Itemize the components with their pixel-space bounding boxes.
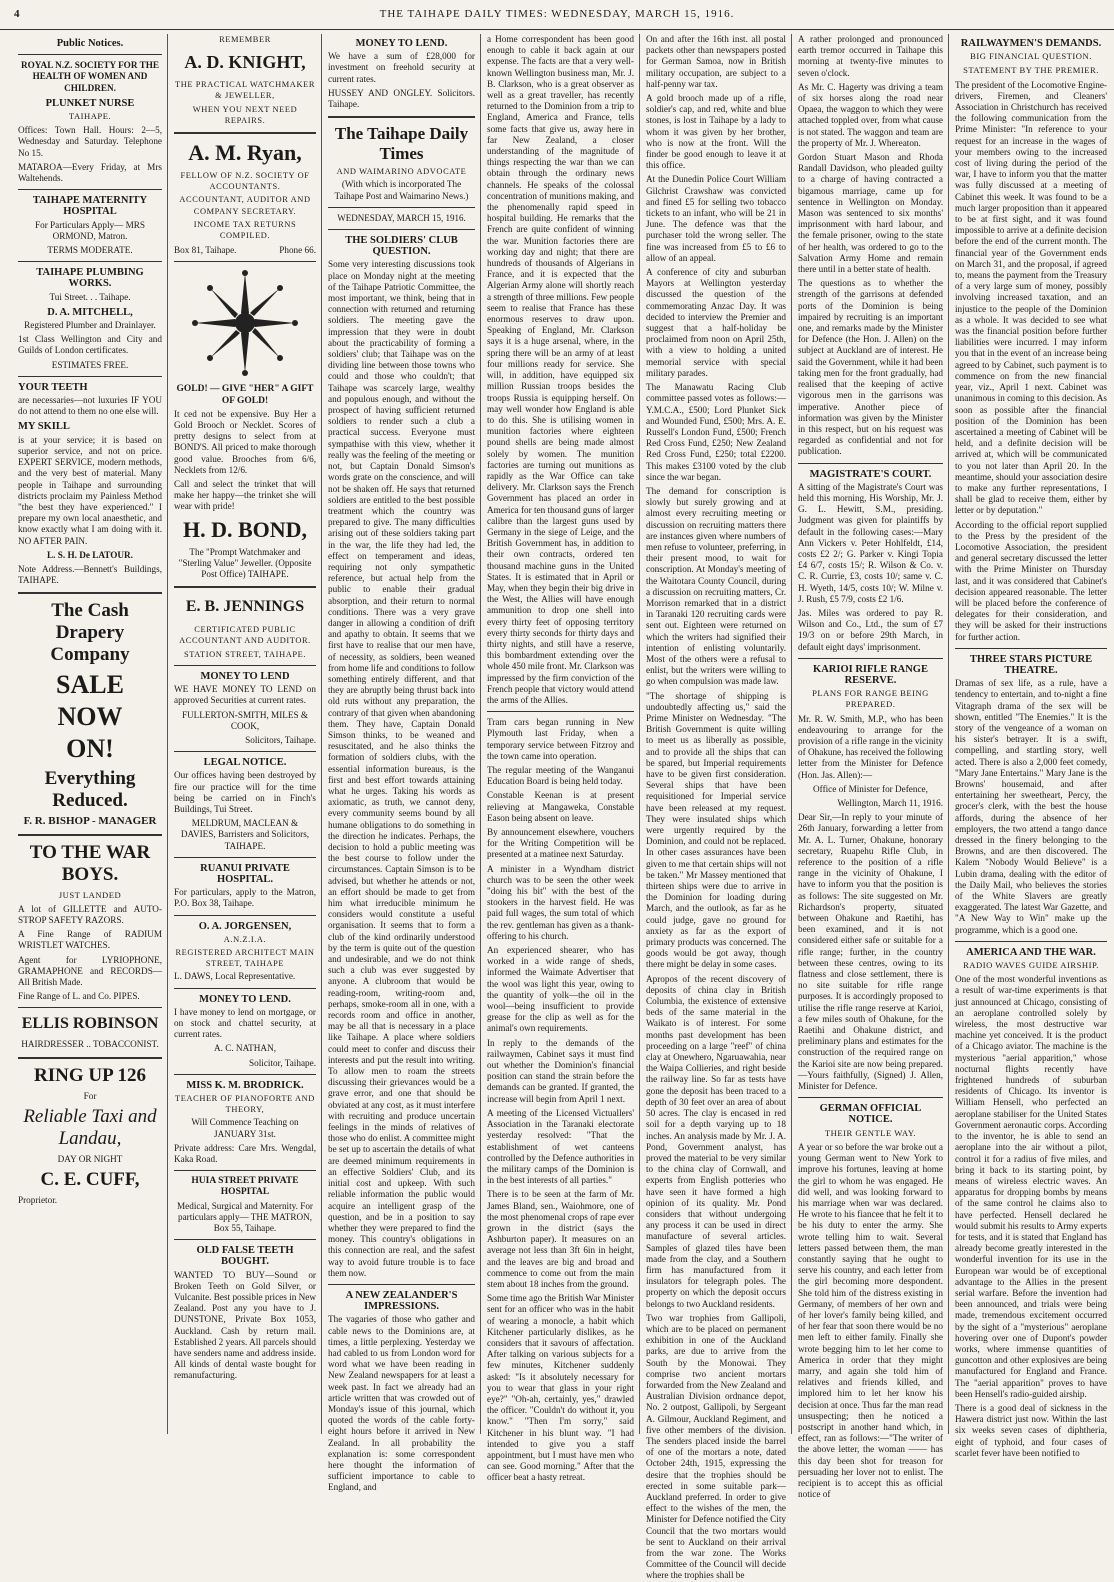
war-boys-heading: TO THE WAR BOYS. — [29, 841, 151, 885]
reliable-taxi: Reliable Taxi and Landau, — [23, 1105, 157, 1149]
ryan-phone: Phone 66. — [279, 245, 316, 256]
ad-text: Fine Range of L. and Co. PIPES. — [18, 991, 140, 1002]
ad-text: For particulars, apply to the Matron, P.O. Box 38, Taihape. — [174, 887, 316, 909]
news-item: "The shortage of shipping is undoubtedly affecting us," said the Prime Minister on Wednesday. "The British Government is quite willing to meet us as liberally as possible, and to provide all the ships that can be spared, but Imperial requirements have to be given first consideration. Several ships that have been requisitioned for Imperial service have been released at my request. They were insulated ships which were urgently required by the Dominion, and could not be replaced. In other cases assurances have been given to me that certain ships will not be taken." Mr Massey mentioned that thirteen ships were due to arrive in the Dominion for loading during March, and the outlook, as far as he could judge, gave no ground for anxiety as far as the export of primary products was concerned. The goods would be got away, though there might be delay in some cases. — [646, 690, 786, 970]
ad-name: D. A. MITCHELL, — [47, 306, 133, 318]
ad-heading: MONEY TO LEND. — [199, 993, 291, 1005]
just-landed: JUST LANDED — [58, 889, 122, 900]
article-heading: GERMAN OFFICIAL NOTICE. — [819, 1103, 922, 1126]
notice-text: MATAROA—Every Friday, at Mrs Waltehends. — [18, 161, 162, 184]
notice-text: Tui Street. . . Taihape. — [49, 291, 131, 302]
column-1-notices — [14, 34, 166, 1434]
article-body: The vagaries of those who gather and cable news to the Dominions are, at times, a little perplexing. Yesterday we had cabled to us from London word for word what we have been reading in New Zealand newspapers for at least a week past. In fact we already had an article written that was crowded out of Monday's issue of this journal, which quoted the words of the cable forty-eight hours before it arrived in New Zealand. In all probability the explanation is: some correspondent here thought the information of sufficient importance to cable to England, and — [328, 1314, 475, 1493]
ad-text: Registered Plumber and Drainlayer. — [24, 320, 156, 331]
newspaper-nameplate: The Taihape Daily Times — [334, 124, 469, 164]
ad-heading: HUIA STREET PRIVATE HOSPITAL — [191, 1176, 299, 1198]
ad-text: A. C. NATHAN, — [213, 1043, 276, 1054]
ad-name: A. M. Ryan, — [188, 140, 302, 166]
ad-text: I have money to lend on mortgage, or on stock and chattel security, at current rates. — [174, 1006, 316, 1040]
article-heading: MAGISTRATE'S COURT. — [809, 468, 932, 480]
article-body: Dramas of sex life, as a rule, have a tendency to entertain, and to-night a fine Vitagraph drama of the sex will be shown, entitled "The Enemies." It is the story of the vengeance of a woman on his sister's betrayer. It is a swift, compelling, and startling story, well acted. There is also a 2,000 feet comedy, "Mary Jane Entertains." Mary Jane is the Browns' housemaid, and after entertaining her sweetheart, Percy, the grocer's clerk, with the best the house affords, during the absence of her employers, the two attend a tango dance dressed in the finery belonging to the Browns, and are then discovered. The Kalem "Nobody Would Believe" is a Lubin drama, dealing with the editor of the Daily Mail, who believes the stories of the White Slavers are greatly exaggerated. The latest War Gazette, and "A New Way to Win" make up the programme, which is a good one. — [955, 678, 1107, 935]
column-rule — [639, 34, 640, 1434]
ryan-box: Box 81, Taihape. — [174, 245, 237, 256]
ad-text: DAY OR NIGHT — [57, 1153, 123, 1164]
article-heading: KARIOI RIFLE RANGE RESERVE. — [813, 663, 928, 686]
ellis-robinson: ELLIS ROBINSON — [21, 1015, 159, 1033]
now-word: NOW — [57, 702, 123, 732]
ad-text: Solicitors, Taihape. — [245, 734, 316, 745]
article-subheading: STATEMENT BY THE PREMIER. — [963, 65, 1099, 76]
news-item: A meeting of the Licensed Victuallers' Association in the Taranaki electorate yesterday resolved: "That the establishment of wet canteens controlled by the Defence authorities in the military camps of the Dominion is in the best interests of all parties." — [487, 1107, 634, 1186]
article-body: There is a good deal of sickness in the Hawera district just now. Within the last six weeks seven cases of diphtheria, eight of typhoid, and four cases of scarlet fever have been notified to — [955, 1402, 1107, 1458]
ad-text: Our offices having been destroyed by fire our practice will for the time being be carried on in Finch's Buildings, Tui Street. — [174, 770, 316, 814]
news-item: Two war trophies from Gallipoli, which are to be placed on permanent exhibition in one of the Auckland parks, are due to arrive from the South by the Monowai. They comprise two ancient mortars forwarded from the New Zealand and Australian Division ordnance depot, No. 2 outpost, Gallipoli, by Sergeant A. Gilmour, Auckland Regiment, and five other members of the division. The senders placed inside the barrel of one of the mortars a note, dated October 24th, 1915, expressing the desire that the trophies should be erected in some suitable park—Auckland preferred. In order to give effect to the wishes of the men, the Minister for Defence notified the City Council that the two mortars would be sent to Auckland on their arrival from the war zone. The Works Committee of the Council will decide where the trophies shall be — [646, 1312, 786, 1581]
article-heading: AMERICA AND THE WAR. — [966, 946, 1096, 958]
article-heading: RAILWAYMEN'S DEMANDS. — [960, 38, 1102, 49]
ad-text: For — [83, 1090, 97, 1101]
brooch-illustration — [190, 268, 300, 378]
manager-name: F. R. BISHOP - MANAGER — [23, 815, 157, 828]
ad-text: A lot of GILLETTE and AUTO-STROP SAFETY RAZORS. — [18, 903, 162, 925]
ad-heading: LEGAL NOTICE. — [203, 757, 287, 769]
ad-text: WE HAVE MONEY TO LEND on approved Securities at current rates. — [174, 684, 316, 706]
article-body: The president of the Locomotive Engine-drivers, Firemen, and Cleaners' Association in Christchurch has received the following communication from the Prime Minister: "In reference to your request for an increase in the wages of your members owing to the increased cost of living during the period of the war, I have to inform you that the matter was fully discussed at a meeting of Cabinet this week. It was found to be a much larger proposition than it appeared to be at first sight, and it was found impossible to arrive at a definite decision before the end of the current month. The financial year of the Government ends on March 31, and the proposal, if agreed to, means the payment from the Treasury of a very large sum of money, possibly involving increased taxation, and an injustice to the people of the Dominion as a whole. It was decided to see what was the financial position before further liabilities were incurred. I may inform you that in the event of an increase being agreed to by Cabinet, such payment is to commence on from the new financial year, viz., April 1 next. Cabinet was unanimous in coming to this decision. As soon as possible after the financial position of the Dominion has been ascertained a meeting of Cabinet will be held, and a definite decision will be arrived at, which will be communicated to you not later than April 20. In the meantime, should your association desire to make any further representations, I shall be glad to receive them, either by letter or by deputation." — [955, 79, 1107, 516]
ad-text: HUSSEY AND ONGLEY. Solicitors. Taihape. — [328, 87, 475, 110]
article-body: Mr. R. W. Smith, M.P., who has been endeavouring to arrange for the provision of a rifle range in the vicinity of Ohakune, has received the following letter from the Minister for Defence (Hon. Jas. Allen):— — [798, 713, 943, 780]
ad-text: 1st Class Wellington and City and Guilds of London certificates. — [18, 334, 162, 356]
ad-text: REGISTERED ARCHITECT MAIN STREET, TAIHAPE — [175, 947, 315, 969]
ad-text: WHEN YOU NEXT NEED REPAIRS. — [192, 104, 298, 125]
article-body: A sitting of the Magistrate's Court was held this morning, His Worship, Mr. J. G. L. Hewitt, S.M., presiding. Judgment was given for plaintiffs by default in the following cases:—Mary Ann Vickers v. Peter Hohlfeldt, £14, costs £2 2/; G. Parker v. Kingi Topia £4 6/7, costs 15/; R. Wilson & Co. v. C. R. Currie, £3, costs 10/; same v. C. H. Wyeth, 14/5, costs 10/; W. Milne v. J. Rush, £5 7/9, costs £2 1/6. — [798, 481, 943, 604]
ad-text: Private address: Care Mrs. Wengdal, Kaka Road. — [174, 1142, 316, 1164]
ad-text: MELDRUM, MACLEAN & DAVIES, Barristers and Solicitors, TAIHAPE. — [180, 818, 310, 851]
drapery-name: The Cash Drapery Company — [50, 600, 130, 666]
ad-text: THE PRACTICAL WATCHMAKER & JEWELLER, — [174, 80, 316, 101]
news-item: A gold brooch made up of a rifle, soldier's cap, and red, white and blue stones, is lost in Taihape by a lady to whom it was given by her brother, who is now at the front. Will the finder be good enough to leave it at this office. — [646, 93, 786, 171]
ad-text: L. DAWS, Local Representative. — [174, 971, 296, 982]
ad-text: Solicitor, Taihape. — [249, 1057, 316, 1068]
ad-text: FELLOW OF N.Z. SOCIETY OF ACCOUNTANTS. — [180, 171, 310, 192]
news-item: The Manawatu Racing Club committee passed votes as follows:—Y.M.C.A., £500; Lord Plunket Sick and Wounded Fund, £500; Mrs. A. E. Russell's London Fund, £500; French Red Cross Fund, £250; New Zealand Red Cross Fund, £250; total £2200. This makes £3100 voted by the club since the war began. — [646, 382, 786, 482]
ad-text: INCOME TAX RETURNS COMPILED. — [193, 219, 297, 241]
column-4-news — [483, 34, 638, 1483]
news-item: In reply to the demands of the railwaymen, Cabinet says it must find out whether the Dominion's financial position can stand the strain before the demands can be granted. If granted, the increase will begin from April 1 next. — [487, 1037, 634, 1104]
ad-text: ESTIMATES FREE. — [51, 359, 129, 370]
ad-text: It ced not be expensive. Buy Her a Gold Brooch or Necklet. Scores of pretty designs to select from at BOND'S. All priced to make thorough good value. Brooches from 6/6, Necklets from 12/6. — [174, 408, 316, 475]
column-rule — [480, 34, 481, 1434]
notice-text: For Particulars Apply— MRS ORMOND, Matron. — [35, 219, 145, 241]
article-body: Dear Sir,—In reply to your minute of 26th January, forwarding a letter from Mr. A. L. Turner, Ohakune, honorary secretary, Ruapehu Rifle Club, in reference to the position of a rifle range in the vicinity of Ohakune, I have to inform you that the position is as follows: The site suggested on Mr. Richardson's property, situated between Ohakune and Raetihi, has been examined, and it is not considered either safe or suitable for a rifle range; further, in the country between these centres, owing to its flatness and close settlement, there is no site suitable for rifle range purposes. It is accordingly proposed to utilise the rifle range reserve at Karioi, a few miles south of Ohakune, for the Raetihi and Ohakune district, and preliminary plans and estimates for the construction of the required range on the Karioi site are now being prepared.—Yours faithfully, (Signed) J. Allen, Minister for Defence. — [798, 812, 943, 1092]
news-item: By announcement elsewhere, vouchers for the Writing Competition will be presented at a matinee next Saturday. — [487, 827, 634, 860]
ad-name: E. B. JENNINGS — [185, 598, 305, 616]
ad-text: L. S. H. De LATOUR. — [47, 549, 133, 560]
notice-title: ROYAL N.Z. SOCIETY FOR THE HEALTH OF WOMEN AND CHILDREN. — [20, 60, 160, 93]
ad-text: HAIRDRESSER .. TOBACCONIST. — [21, 1039, 159, 1050]
article-subheading: RADIO WAVES GUIDE AIRSHIP. — [963, 960, 1099, 971]
article-body: Office of Minister for Defence, — [813, 783, 928, 794]
news-item: On and after the 16th inst. all postal packets other than newspapers posted for German Samoa, now in British military occupation, are subject to a half-penny war tax. — [646, 34, 786, 89]
on-word: ON! — [66, 734, 114, 764]
ad-text: A.N.Z.I.A. — [223, 934, 267, 944]
ring-up: RING UP 126 — [34, 1064, 146, 1086]
article-subheading: BIG FINANCIAL QUESTION. — [970, 51, 1092, 62]
ryan-contact — [174, 245, 316, 256]
news-item: Some time ago the British War Minister sent for an officer who was in the habit of wearing a monocle, a habit which Kitchener particularly dislikes, as he considers that it savours of affectation. After talking on various subjects for a few minutes, Kitchener suddenly asked: "Is it absolutely necessary for you to wear that glass in your right eye?" "Oh-ah, certainly, yes," drawled the officer. "Couldn't do without it, you know." "Then I'm sorry," said Kitchener in his blunt way. "I had intended to give you a staff appointment, but I must have men who can see. Good morning." After that the officer beat a hasty retreat. — [487, 1293, 634, 1483]
section-heading: Public Notices. — [56, 38, 124, 49]
ad-text: Proprietor. — [18, 1194, 58, 1205]
article-body: Wellington, March 11, 1916. — [837, 798, 943, 808]
news-item: Tram cars began running in New Plymouth last Friday, when a temporary service between Fitzroy and the town came into operation. — [487, 717, 634, 761]
article-subheading: THEIR GENTLE WAY. — [824, 1127, 917, 1138]
notice-subheading: TAIHAPE. — [68, 111, 112, 122]
news-item: An experienced shearer, who has worked in a wide range of sheds, informed the Waimate Advertiser that the wool was light this year, owing to the quantity of yolk—the oil in the wool—being insufficient to provide grease for the clip as well as for the animal's own requirements. — [487, 945, 634, 1034]
article-heading: A NEW ZEALANDER'S IMPRESSIONS. — [345, 1289, 458, 1313]
article-body: Jas. Miles was ordered to pay R. Wilson and Co., Ltd., the sum of £7 19/3 on or before 29th March, in default eight days' imprisonment. — [798, 607, 943, 652]
news-item: As Mr. C. Hagerty was driving a team of six horses along the road near Opaea, the waggon to which they were attached toppled over, from what cause is not stated. The waggon and team are the property of Mr. J. Whereaton. — [798, 81, 943, 148]
news-item: A rather prolonged and pronounced earth tremor occurred in Taihape this morning at twenty-five minutes to seven o'clock. — [798, 34, 943, 78]
ad-heading: MY SKILL — [18, 421, 70, 433]
ad-heading: RUANUI PRIVATE HOSPITAL. — [200, 862, 290, 885]
editorial-dateline: WEDNESDAY, MARCH 15, 1916. — [337, 212, 466, 223]
column-rule — [321, 34, 322, 1434]
article-heading: THE SOLDIERS' CLUB QUESTION. — [345, 235, 458, 258]
newspaper-title-line: THE TAIHAPE DAILY TIMES: WEDNESDAY, MARCH 15, 1916. — [379, 8, 735, 20]
ad-heading: MONEY TO LEND. — [355, 38, 448, 49]
news-item: Apropos of the recent discovery of deposits of china clay in British Columbia, the existence of extensive beds of the same material in the Waikato is of interest. For some months past development has been proceeding on a large "reef" of china clay at Onewhero, Ngaruawahia, near the Waipa Collieries, and right beside the railway line. So far as tests have gone the deposit has been traced to a depth of 30 feet over an area of about 50 acres. The clay is encased in red soil for a depth varying up to 18 inches. An analysis made by Mr. J. A. Pond, Government analyst, has proved the material to be very similar to the china clay of Cornwall, and experts from English potteries who have seen it have formed a high opinion of its quality. Mr. Pond considers that without undergoing any process it can be used in direct manufacture of several articles. Samples of glazed tiles have been made from the clay, and a Southern firm has manufactured from it insulators for telegraph poles. The property on which the deposit occurs belongs to two Auckland residents. — [646, 973, 786, 1309]
ad-name: MISS K. M. BRODRICK. — [186, 1079, 304, 1091]
column-5-news — [642, 34, 790, 1581]
column-rule — [948, 34, 949, 1434]
news-item: The demand for conscription is slowly but surely growing and at almost every recruiting meeting or discussion on recruiting matters there are instances given where numbers of men refuse to volunteer, preferring, in their present mood, to wait for conscription. At Monday's meeting of the Waitotara County Council, during a discussion on recruiting matters, Cr. Morrison remarked that in a district in Taranaki 120 recruiting cards were sent out. Eighteen were returned on which the writers had signified their intention of enlisting voluntarily. Most of the others were a refusal to enlist, but the writers were willing to go when compulsion was made law. — [646, 485, 786, 687]
column-6-news — [794, 34, 947, 1500]
ad-text: WANTED TO BUY—Sound or Broken Teeth on Gold Silver, or Vulcanite. Best possible prices in New Zealand. Post any you have to J. DUNSTONE, Private Box 1053, Auckland. Cash by return mail. Established 2 years. All parcels should have senders name and address inside. All kinds of dental waste bought for remanufacturing. — [174, 1269, 316, 1381]
article-body: Some very interesting discussions took place on Monday night at the meeting of the Taihape Patriotic Committee, the most important, we think, being that in connection with returned and returning soldiers. The meeting gave the impression that they were in doubt about the practicability of forming a soldiers' club; that Taihape was on the dividing line between those towns who could and those who couldn't; that Taihape was scarcely large, wealthy and populous enough, and without the prospect of having sufficient returned soldiers to render such a club a practical success. Everyone must sympathise with this view, whether it really was the feeling of the meeting or not, but Captain Donald Simson's words grate on the conscience, and will not be shaken off. He says that returned soldiers are entitled to the best possible treatment which the country was prepared to give. The many difficulties arising out of these soldiers taking part in the war, the life they had led, the effect on temperament and ideas, requiring not only sympathetic reference, but actual help from the public to enable their gradual absorption, and their return to normal conditions. There was a very grave danger in allowing a condition of drift and apathy to obtain. It seems that we first have to realise that our men have, of necessity, as soldiers, been weaned from home life and conditions to follow something entirely different, and that they are abruptly being thrust back into old ruts without any preparation, the contrary of that given when abandoning them. They have, Captain Donald Simson thinks, to be weaned and resuscitated, and he also thinks the formation of soldiers clubs, with the essential information bureaus, is the first and best effort towards attaining what he urges. Taking his words as axiomatic, as truth, we cannot deny, every community seems bound by all humane obligations to do something in the direction he indicates. Perhaps, the decision to hold a public meeting was the best course to follow under the circumstances. Captain Simson is to be advised, but whether he attends or not, an effort should be made to get from him what irreducible minimum he considers would constitute a useful organisation. It seems that to form a club of the kind ordinarily understood by the term is quite out of the question and undesirable, and we do not think such a club was ever suggested by anyone. A clubroom that would be reading-room, writing-room and, perhaps, smoke-room all in one, with a records room and office in another, may be all that is necessary in a place like Taihape. A place where soldiers could meet to confer and discuss their interests and put the result into writing. To allow men to roam the streets discussing their grievances would be a grave error, and one that should be obviated at any cost, as it must interfere with recruiting and produce uncertain feelings in the minds of relatives of those who do enlist. A committee might be set up to ascertain the details of what are deemed minimum requirements in an effective Soldiers' Club, and its initial cost and upkeep. With such reliable information the public would acquire an intelligent grasp of the question, and be in a position to say whether they were prepared to find the money. This country's obligations in this connection are real, and the safest way to avoid future trouble is to face them now. — [328, 259, 475, 1278]
column-rule — [167, 34, 168, 1434]
ad-name: H. D. BOND, — [182, 516, 308, 542]
news-item: There is to be seen at the farm of Mr. James Bland, sen., Waiohmore, one of the most phenomenal crops of rape ever grown in the district (says the Ashburton paper). It measures on an average not less than 3ft 6in in height, and the leaves are big and broad and commence to come out from the main stem about 18 inches from the ground. — [487, 1189, 634, 1289]
sale-word: SALE — [56, 670, 124, 700]
ad-text: We have a sum of £28,000 for investment on freehold security at current rates. — [328, 51, 475, 84]
article-subheading: PLANS FOR RANGE BEING PREPARED. — [812, 688, 929, 710]
ad-text: FULLERTON-SMITH, MILES & COOK, — [181, 709, 309, 731]
nameplate-subtitle: AND WAIMARINO ADVOCATE — [336, 167, 467, 177]
ad-text: Will Commence Teaching on JANUARY 31st. — [191, 1117, 299, 1139]
ad-text: A Fine Range of RADIUM WRISTLET WATCHES. — [18, 929, 162, 951]
news-item: The questions as to whether the strength of the garrisons at defended ports of the Dominion is being impaired by recruiting is an important one, and remarks made by the Minister for Defence (the Hon. J. Allen) on the subject at Auckland are of interest. He said the Government, while it had been taking men for the front gradually, had realised that the keeping of active vigorous men in the garrisons was imperative. Another piece of information was given by the Minister in this respect, but on his request was regarded as confidential and not for publication. — [798, 278, 943, 457]
everything-reduced: Everything Reduced. — [44, 768, 136, 812]
ad-text: are necessaries—not luxuries IF YOU do not attend to them no one else will. — [18, 395, 162, 417]
news-item: A minister in a Wyndham district church was to be seen the other week "doing his bit" with the best of the stookers in the harvest field. He was paid full wages, the sum total of which the rev. gentleman has given as a thank-offering to his church. — [487, 863, 634, 941]
ad-text: Call and select the trinket that will make her happy—the trinket she will wear with pride! — [174, 479, 316, 512]
news-item: Constable Keenan is at present relieving at Mangaweka, Constable Eason being absent on leave. — [487, 790, 634, 823]
notice-text: Offices: Town Hall. Hours: 2—5, Wednesday and Saturday. Telephone No 15. — [18, 125, 162, 158]
column-7-news — [951, 34, 1111, 1458]
page-number: 4 — [14, 8, 21, 20]
ad-heading: MONEY TO LEND — [200, 670, 290, 682]
column-2-adverts — [170, 34, 320, 1434]
ad-heading: YOUR TEETH — [18, 381, 88, 393]
masthead — [0, 0, 1114, 30]
notice-heading: TAIHAPE PLUMBING WORKS. — [36, 267, 144, 290]
news-item: At the Dunedin Police Court William Gilchrist Crawshaw was convicted and fined £5 for selling two tobacco tickets to an infant, who will be 21 in June. The defence was that the purchaser told the wrong seller. The fine was increased from £5 to £6 to allow of an appeal. — [646, 174, 786, 263]
news-item: Gordon Stuart Mason and Rhoda Randall Davidson, who pleaded guilty to a charge of having contracted a bigamous marriage, came up for sentence in Wellington on Monday. Mason was sentenced to six months' imprisonment with hard labour, and the female prisoner, owing to the state of her health, was ordered to go to the Salvation Army Home and remain there until in a better state of health. — [798, 152, 943, 275]
article-body: A year or so before the war broke out a young German went to New York to improve his fortunes, leaving at home the girl to whom he was engaged. He did well, and was looking forward to his marriage when war was declared. He wrote to his fiancee that he felt it to be his duty to enter the army. She wrote telling him to wait. Several letters passed between them, the man constantly saying that he ought to serve his country, and each letter from the girl becoming more despondent. She told him of the distress existing in Germany, of members of her own and of her lover's family being killed, and of her fear that soon there would be no men left to either family. Finally she wrote begging him to let her come to America in order that they might marry, and again she told him of relatives and friends killed, and implored him to let her know his decision at once. Thus far the man read unsuspecting; then he noticed a postscript in another hand which, in effect, ran as follows:—"The writer of the above letter, the woman —— has this day been shot for treason for persuading her lover not to enlist. The recipient is to accept this as official notice of — [798, 1141, 943, 1500]
news-item: The regular meeting of the Wanganui Education Board is being held today. — [487, 765, 634, 787]
ad-kicker: REMEMBER — [219, 35, 271, 44]
ad-text: is at your service; it is based on superior service, and not on price. EXPERT SERVICE, modern methods, and the very best of material. Many people in Taihape and surrounding districts proclaim my Painless Method "the best they have experienced." I prepare my own local anaesthetic, and know exactly what I am doing with it. NO AFTER PAIN. — [18, 434, 162, 546]
article-body: One of the most wonderful inventions as a result of war-time experiments is that just announced at Chicago, consisting of an aeroplane controlled solely by wireless, the most destructive war machine yet conceived. It is the product of a Chicago aviator. The machine is the mysterious "aerial apparition," whose nocturnal flights recently have frightened hundreds of suburban residents of Chicago. Its inventor is William Hensell, who perfected an aeroplane stabiliser for the United States Government aeronautic corps. According to the inventor, he is able to send an aeroplane into the air without a pilot, control it for a radius of five miles, and bring it back to its starting point, by means of wireless electric waves. An apparatus for dropping bombs by means of the same control he claims also to have perfected. Hensell declared he would submit his results to Army experts for tests, and it is stated that England has already become greatly interested in the wonderful invention for its use in the European war would be of exceptional advantage to the Allies in the present serial warfare. Before the invention had been announced, and trials were being made, tremendous excitement occurred by the sight of a "mysterious" aeroplane hovering over one of Dupont's powder works, where immense quantities of guncotton and other explosives are being manufactured for England and France. The "aerial apparition" proves to have been Hensell's radio-guided airship. — [955, 974, 1107, 1399]
ad-text: TEACHER OF PIANOFORTE AND THEORY, — [175, 1093, 315, 1115]
column-3-editorial — [324, 34, 479, 1493]
ad-text: Medical, Surgical and Maternity. For particulars apply— THE MATRON, Box 55, Taihape. — [177, 1200, 313, 1234]
ad-text: ACCOUNTANT, AUDITOR AND COMPANY SECRETARY. — [179, 195, 311, 216]
notice-heading: TAIHAPE MATERNITY HOSPITAL — [32, 195, 148, 218]
ad-heading: OLD FALSE TEETH BOUGHT. — [196, 1245, 294, 1268]
ad-text: Agent for LYRIOPHONE, GRAMAPHONE and RECORDS—All British Made. — [18, 954, 162, 987]
ad-name: O. A. JORGENSEN, — [198, 920, 292, 932]
ad-text: The "Prompt Watchmaker and "Sterling Value" Jeweller. (Opposite Post Office) TAIHAPE. — [178, 546, 312, 580]
nameplate-note: (With which is incorporated The Taihape Post and Waimarino News.) — [334, 179, 469, 201]
cuff-name: C. E. CUFF, — [40, 1168, 140, 1190]
gold-heading: GOLD! — GIVE "HER" A GIFT OF GOLD! — [176, 384, 314, 406]
ad-text: Note Address.—Bennett's Buildings, TAIHAPE. — [18, 563, 162, 586]
ad-text: STATION STREET, TAIHAPE. — [183, 649, 307, 659]
notice-heading: PLUNKET NURSE — [45, 97, 135, 109]
ad-name: A. D. KNIGHT, — [184, 52, 306, 73]
news-item: A conference of city and suburban Mayors at Wellington yesterday discussed the question of the commemorating Anzac Day. It was decided to interview the Premier and suggest that a half-holiday be proclaimed from noon on April 25th, with a view to holding a united memorial service with special military parades. — [646, 267, 786, 378]
ad-text: CERTIFICATED PUBLIC ACCOUNTANT AND AUDITOR. — [179, 625, 311, 646]
column-rule — [791, 34, 792, 1434]
article-body: According to the official report supplied to the Press by the president of the Locomotive Association, the president and general secretary discussed the letter with the Prime Minister on Thursday last, and it was considered that Cabinet's decision appeared reasonable. The letter will be placed before the conference of delegates for their consideration, and they will be asked for their instructions for further action. — [955, 519, 1107, 642]
notice-text: TERMS MODERATE. — [47, 245, 133, 256]
article-heading: THREE STARS PICTURE THEATRE. — [969, 653, 1093, 676]
article-body: a Home correspondent has been good enough to cable it back again at our expense. The facts are that a very well-known Wellington business man, Mr. J. B. Clarkson, who is a great observer as well as a great traveller, has recently returned to the Dominion from a trip to England, America and France, tells some facts that give us, away here in far New Zealand, a closer understanding of the magnitude of things respecting the war than we can obtain through the ordinary news channels. He speaks of the colossal concentration of munitions making, and the phenomenally rapid speed in hospital building. He remarks that the French are quite confident of winning the war. Munition factories there are working day and night; that there are hundreds of thousands of Algerians in France, and it is expected that the Algerian Army alone will shortly reach a strength of three millions. Few people seem to realise that France has these enormous reserves to draw upon. Speaking of England, Mr. Clarkson says it is a huge arsenal, where, in the spring there will be an army of at least four millions ready for service. She will, in addition, have equipped six million Russian troops besides the troops Russia is equipping herself. On may well wonder how England is able to do this. She is utilising women in munition factories where eighteen pound shells are being made almost solely by women. The munition factories are turning out munitions as rapidly as the War Office can take delivery. Mr. Clarkson says the French Government has placed an order in America for ten thousand guns of larger calibre than the largest guns used by Germany in the siege of Leige, and the British Government has, in addition to their own contracts, ordered ten thousand machine guns in the United States. It is estimated that in April or May, when they begin their big drive in the West, the Allies will have enough ammunition to drop one shell into every thirty feet of opposing territory every thirty seconds for thirty days and thirty nights, and still have a reserve, this bombardment extending over the whole 450 mile front. Mr. Clarkson was impressed by the firm conviction of the French people that victory would attend the arms of the Allies. — [487, 34, 634, 705]
